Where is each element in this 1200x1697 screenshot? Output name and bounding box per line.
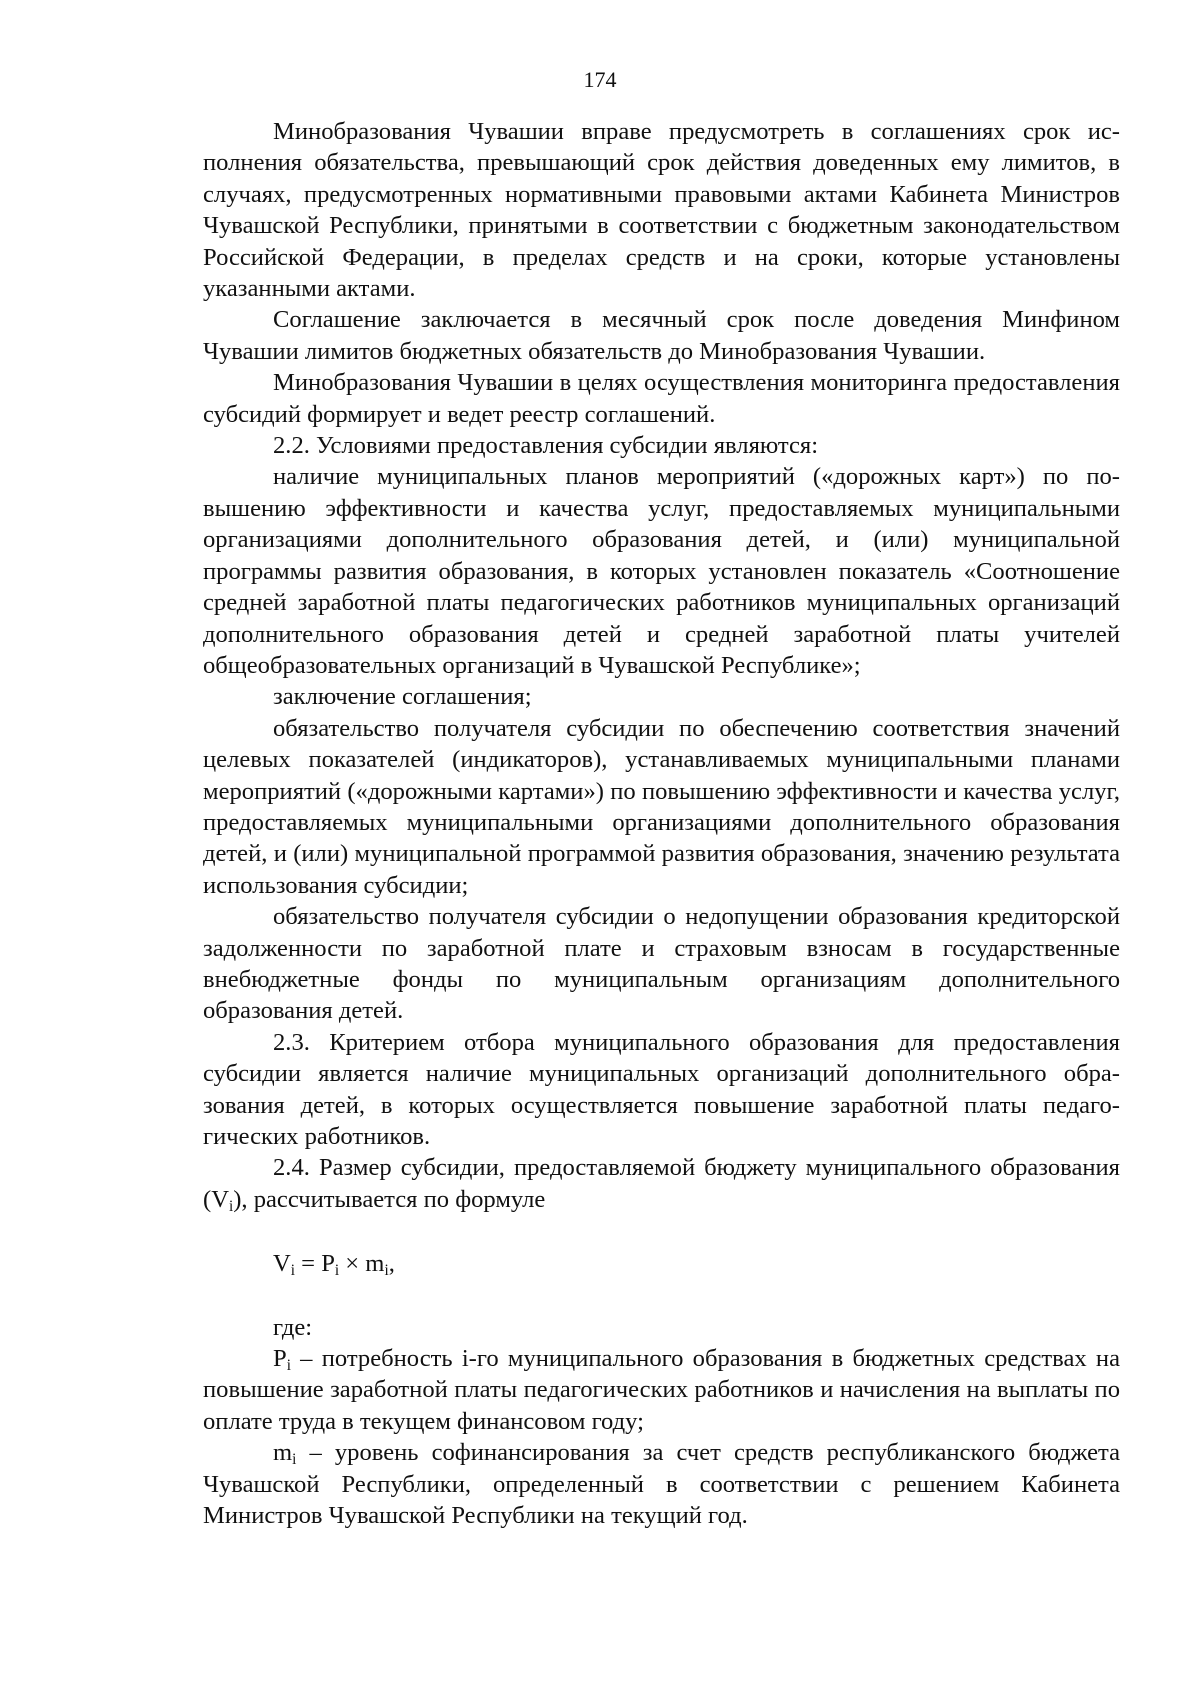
definition-p-text: – потребность i-го муниципального образования в бюджетных средствах на повышение заработной платы педагогических работников и начисления на выплаты по оплате труда в текущем финансовом году; — [203, 1345, 1120, 1435]
section-2-4-subscript: i — [228, 1197, 234, 1215]
paragraph-agreement-registry: Минобразования Чувашии в целях осуществления мониторинга предоставления субсидий формирует и ведет реестр соглашений. — [203, 369, 1120, 428]
formula-equals: = — [295, 1250, 322, 1278]
formula-v: V — [273, 1250, 291, 1278]
condition-agreement: заключение соглашения; — [273, 683, 532, 711]
definition-p-subscript: i — [286, 1356, 291, 1374]
definition-m-i — [203, 1437, 1120, 1531]
subsidy-formula — [203, 1248, 1120, 1279]
section-2-2-heading: 2.2. Условиями предоставления субсидии являются: — [273, 432, 819, 460]
definition-p-variable: P — [273, 1345, 287, 1373]
section-2-4-text-before: 2.4. Размер субсидии, предоставляемой бюджету муниципального образования (V — [203, 1154, 1120, 1213]
condition-no-arrears: обязательство получателя субсидии о недопущении образования кредиторской задолженности по заработной плате и страховым взносам в государственные внебюджетные фонды по муниципальным организациям дополнительного образования детей. — [203, 903, 1120, 1025]
formula-m: m — [365, 1250, 385, 1278]
definition-m-subscript: i — [292, 1451, 297, 1469]
formula-v-subscript: i — [290, 1262, 296, 1280]
page-number: 174 — [583, 67, 617, 92]
formula-comma: , — [388, 1250, 395, 1278]
definition-m-variable: m — [273, 1439, 293, 1467]
condition-indicator-compliance: обязательство получателя субсидии по обеспечению соответствия значений целевых показателей (индикаторов), устанавливаемых муниципальными планами мероприятий («дорожными картами») по повышению эффективности и качества услуг, предоставляемых муниципальными организациями дополнительного образования детей, и (или) муниципальной программой развития образования, значению результата использования субсидии; — [203, 714, 1120, 899]
formula-p: P — [321, 1250, 335, 1278]
where-label: где: — [273, 1313, 313, 1341]
section-2-3-selection-criterion: 2.3. Критерием отбора муниципального образования для предоставления субсидии является наличие муниципальных организаций дополнительного образования детей, в которых осуществляется повышение заработной платы педагогических работников. — [203, 1028, 1120, 1150]
formula-p-subscript: i — [334, 1262, 340, 1280]
section-2-4-text-after: ), рассчитывается по формуле — [233, 1185, 546, 1213]
section-2-4-subsidy-size — [203, 1152, 1120, 1215]
paragraph-ministry-agreement-term: Минобразования Чувашии вправе предусмотреть в соглашениях срок исполнения обязательства, превышающий срок действия доведенных ему лимитов, в случаях, предусмотренных нормативными правовыми актами Кабинета Министров Чувашской Республики, принятыми в соответствии с бюджетным законодательством Российской Федерации, в пределах средств и на сроки, которые установлены указанными актами. — [203, 118, 1120, 303]
definition-m-text: – уровень софинансирования за счет средств республиканского бюджета Чувашской Республики, определенный в соответствии с решением Кабинета Министров Чувашской Республики на текущий год. — [203, 1439, 1120, 1530]
paragraph-agreement-conclusion: Соглашение заключается в месячный срок после доведения Минфином Чувашии лимитов бюджетных обязательств до Минобразования Чувашии. — [203, 306, 1120, 365]
formula-m-subscript: i — [384, 1262, 389, 1280]
condition-roadmaps: наличие муниципальных планов мероприятий («дорожных карт») по повышению эффективности и качества услуг, предоставляемых муниципальными организациями дополнительного образования детей, и (или) муниципальной программы развития образования, в которых установлен показатель «Соотношение средней заработной платы педагогических работников муниципальных организаций дополнительного образования детей и средней заработной платы учителей общеобразовательных организаций в Чувашской Республике»; — [203, 463, 1120, 679]
definition-p-i — [203, 1343, 1120, 1437]
document-body — [203, 116, 1120, 1531]
formula-times: × — [339, 1250, 366, 1278]
